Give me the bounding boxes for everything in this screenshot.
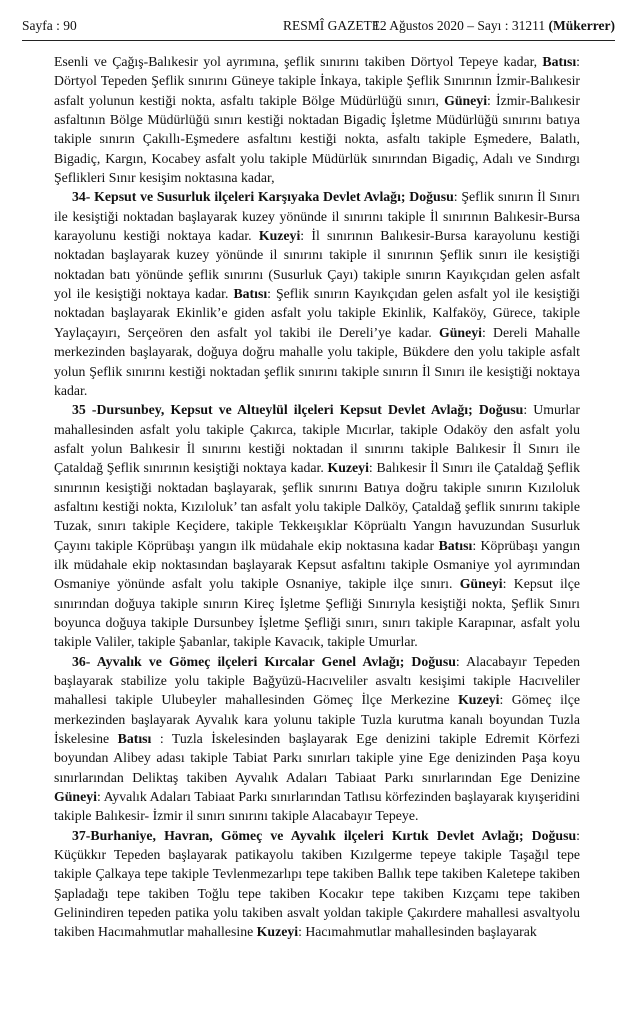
- page-header: [22, 14, 615, 38]
- text-run: : Dereli Mahalle merkezinden başlayarak, doğuya doğru mahalle yolu takiple, Bükdere den yolu takiple asfalt yolun Şeflik sınırını kestiği noktadan şeflik sınırını takiple sınırın İl Sınırı ile kesiştiği noktaya kadar.: [54, 324, 580, 398]
- text-run: : Ayvalık Adaları Tabiaat Parkı sınırlarından Tatlısu körfezinden başlayarak kıyışeridini takiple Balıkesir- İzmir il sınırı sınırını takiple Alacabayır Tepeye.: [54, 789, 580, 824]
- text-run: : Küçükkır Tepeden başlayarak patikayolu takiben Kızılgerme tepeye takiple Taşağıl tepe takiple Çalkaya tepe takiple Tevlenmezarlıpı tepe takiben Ballık tepe takiben Kaletepe takiben Şapladağı tepe takiben Toğlu tepe takiben Kocakır tepe takiben Kızçamı tepe takiben Gelinindiren tepeden patika yolu takiben asvalt yoldan takiple Çakırdere mahallesi asvaltyolu takiben Hacımahmutlar mahallesine: [54, 827, 580, 940]
- bold-term: Kuzeyi: [256, 924, 299, 940]
- hunting-area-paragraph: [54, 400, 580, 651]
- bold-term: 36- Ayvalık ve Gömeç ilçeleri Kırcalar Genel Avlağı; Doğusu: [72, 653, 456, 669]
- text-run: : İl sınırının Balıkesir-Bursa karayolunu kestiği noktadan başlayarak kuzey yönünde il sınırını takiple il sınırının Şeflik sınırı ile kesiştiği noktadan batı yönünde şeflik sınırını (Susurluk Çayı) takiple sınırın Kayıkçıdan gelen asfalt yol ile kesiştiği noktaya kadar.: [54, 228, 580, 302]
- bold-term: Güneyi: [459, 576, 503, 592]
- text-run: : Köprübaşı yangın ilk müdahale ekip noktasından başlayarak Kepsut asfaltını takiple Osmaniye yol ayrımından Osmaniye yönünde asfalt yolu takiple Osnaniye, takiple ilçe sınırı.: [54, 537, 581, 592]
- bold-term: Batısı: [117, 731, 152, 747]
- supplement-label: (Mükerrer): [548, 18, 615, 33]
- bold-term: Kuzeyi: [258, 228, 301, 244]
- bold-term: Güneyi: [444, 92, 488, 108]
- text-run: : Hacımahmutlar mahallesinden başlayarak: [298, 924, 537, 940]
- continued-paragraph: [54, 52, 580, 187]
- hunting-area-paragraph: [54, 187, 580, 400]
- issue-date-number: 12 Ağustos 2020 – Sayı : 31211: [373, 18, 546, 33]
- hunting-area-paragraph: [54, 826, 580, 942]
- header-rule: [22, 40, 615, 41]
- document-body: [54, 52, 580, 942]
- page-number: Sayfa : 90: [22, 18, 77, 33]
- text-run: : İzmir-Balıkesir asfaltının Bölge Müdürlüğü sınırı kestiği noktadan Bigadiç İşletme Müdürlüğü sınırını batıya takiple sınırın Çakıllı-Eşmedere asfaltını kestiği nokta, asfaltı takiple Eşmedere, Balatlı, Bigadiç, Kargın, Kocabey asfalt yolu takiple Müdürlük sınırından Bigadiç, Adalı ve Sındırgı Şeflikleri Sınır kesişim noktasına kadar,: [54, 92, 580, 186]
- text-run: : Tuzla İskelesinden başlayarak Ege denizini takiple Edremit Körfezi boyundan Alibey adası takiple Tabiat Parkı sınırları takiple yine Ege denizinden Paşa koyu sınırlarından Deliktaş takiben Ayvalık Adaları Tabiaat Parkı sınırlarından Ege Denizine: [54, 731, 580, 785]
- bold-term: Kuzeyi: [327, 460, 369, 476]
- issue-info: [373, 14, 615, 38]
- bold-term: Batısı: [233, 286, 268, 302]
- text-run: : Gömeç ilçe merkezinden başlayarak Ayvalık kara yolunu takiple Tuzla kurutma kanalı boyundan Tuzla İskelesine: [54, 692, 580, 747]
- text-run: : Umurlar mahallesinden asfalt yolu takiple Çakırca, takiple Mıcırlar, takiple Odaköy den asfalt yolu asfalt yolun Balıkesir İl sınırını kestiği noktadan il sınırını takiple Balıkesir İl Sınırı ile Çataldağ Şeflik sınırının kesiştiği noktaya kadar.: [54, 402, 580, 476]
- hunting-area-paragraph: [54, 652, 580, 826]
- text-run: : Balıkesir İl Sınırı ile Çataldağ Şeflik sınırının kesiştiği noktadan başlayarak, şeflik sınırını Batıya doğru takiple sınırın Kızıloluk asfaltını kestiği nokta, Kızıloluk’ tan asfalt yolu takiple Dalköy, Çataldağ şeflik sınırını takiple Tuzak, sınırı takiple Keçidere, takiple Tekkeışıklar Köprüaltı Yangın havuzundan Susurluk Çayını takiple Köprübaşı yangın ilk müdahale ekip noktasına kadar: [54, 460, 580, 553]
- bold-term: 34- Kepsut ve Susurluk ilçeleri Karşıyaka Devlet Avlağı; Doğusu: [72, 189, 454, 205]
- text-run: : Kepsut ilçe sınırından doğuya takiple sınırın Kireç İşletme Şefliği Sınırıyla kesiştiği nokta, Şeflik Sınırı boyunca doğuya takiple Dursunbey İşletme Şefliği sınırı, sınırı takiple Karapınar, asfalt yolu takiple Valiler, takiple Şabanlar, takiple Kavacık, takiple Umurlar.: [54, 576, 581, 650]
- text-run: : Dörtyol Tepeden Şeflik sınırını Güneye takiple İnkaya, takiple Şeflik Sınırının İzmir-Balıkesir asfalt yolunun kestiği nokta, asfaltı takiple Bölge Müdürlüğü sınırı,: [54, 54, 580, 108]
- bold-term: Batısı: [438, 537, 473, 553]
- text-run: Esenli ve Çağış-Balıkesir yol ayrımına, şeflik sınırını takiben Dörtyol Tepeye kadar,: [54, 54, 543, 69]
- text-run: : Alacabayır Tepeden başlayarak stabilize yolu takiple Bağyüzü-Hacıveliler asvaltı kesişimi takiple Hacıveliler mahallesi takiple Ulubeyler mahallesinden Gömeç İlçe Merkezine: [54, 653, 580, 708]
- bold-term: Güneyi: [439, 324, 482, 340]
- text-run: : Şeflik sınırın İl Sınırı ile kesiştiği noktadan başlayarak kuzey yönünde il sınırını takiple İl sınırının Balıkesir-Bursa karayolunu kestiği noktaya kadar.: [54, 189, 580, 244]
- bold-term: 35 -Dursunbey, Kepsut ve Altıeylül ilçeleri Kepsut Devlet Avlağı; Doğusu: [72, 402, 524, 418]
- publication-title: RESMÎ GAZETE: [282, 18, 381, 33]
- bold-term: Kuzeyi: [458, 692, 500, 708]
- bold-term: Batısı: [542, 54, 577, 69]
- bold-term: Güneyi: [54, 789, 97, 805]
- bold-term: 37-Burhaniye, Havran, Gömeç ve Ayvalık ilçeleri Kırtık Devlet Avlağı; Doğusu: [72, 827, 577, 843]
- text-run: : Şeflik sınırın Kayıkçıdan gelen asfalt yol ile kesiştiği noktadan başlayarak Ekinlik’e giden asfalt yolu takiple Ekinlik, Kalfaköy, Gürece, takiple Yaylaçayırı, Serçeören den asfalt yol takibi ile Dereli’ye kadar.: [54, 286, 581, 340]
